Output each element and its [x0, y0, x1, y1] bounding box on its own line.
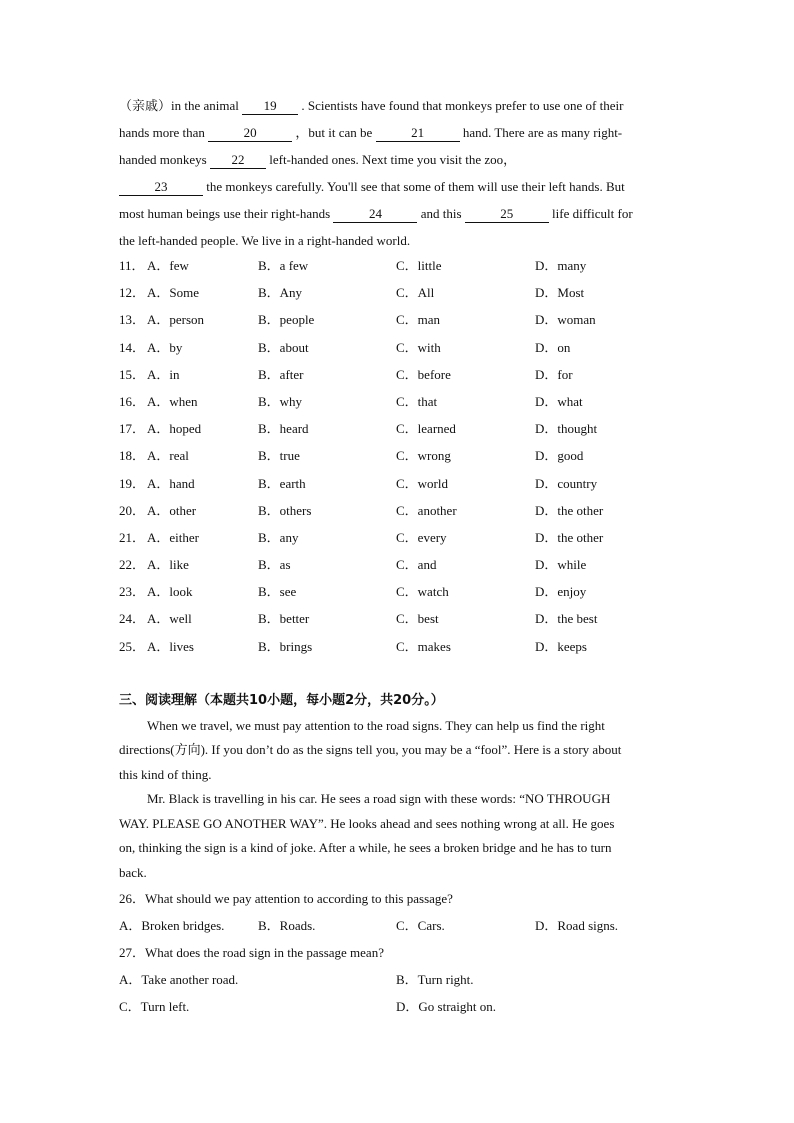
passage-text: most human beings use their right-hands [119, 206, 334, 221]
option-d: D．the best [535, 611, 598, 627]
option-a: A．in [147, 366, 180, 382]
option-a: A．Broken bridges. [119, 918, 225, 934]
option-c: C．and [396, 557, 437, 573]
question-number: 11． [119, 258, 145, 273]
option-d: D．country [535, 475, 598, 491]
passage-text: . Scientists have found that monkeys prefer to use one of their [298, 98, 624, 113]
passage-text: ，but it can be [292, 125, 376, 140]
passage-text: the monkeys carefully. You'll see that some of them will use their left hands. But [203, 179, 625, 194]
question-row [119, 308, 679, 335]
option-a: A．look [147, 584, 193, 600]
question-row [119, 281, 679, 308]
option-b: B．a few [258, 258, 309, 273]
option-b: B．as [258, 557, 291, 573]
question-number: 20． [119, 502, 146, 518]
blank-23: 23 [119, 180, 203, 196]
passage-text: （亲戚）in the animal [119, 98, 243, 113]
option-d: D．keeps [535, 638, 587, 654]
option-a: A．when [147, 393, 198, 409]
option-b: B．any [258, 529, 299, 545]
paragraph-line: directions(方向). If you don’t do as the signs tell you, you may be a “fool”. Here is a story about [119, 742, 622, 758]
option-a: A．Take another road. [119, 972, 239, 988]
question-number: 25． [119, 638, 146, 654]
option-d: D．what [535, 393, 583, 409]
option-b: B．brings [258, 638, 313, 654]
question-row [119, 553, 679, 580]
option-d: D．thought [535, 421, 598, 437]
question-row [119, 580, 679, 607]
question-row [119, 417, 679, 444]
passage-line-4 [119, 173, 679, 200]
option-c: C．makes [396, 638, 451, 654]
option-b: B．better [258, 611, 310, 627]
question-row [119, 336, 679, 363]
option-d: D．woman [535, 312, 596, 328]
option-d: D．the other [535, 529, 604, 545]
option-c: C．Cars. [396, 918, 445, 934]
option-d: D．while [535, 557, 587, 573]
passage-text: hand. There are as many right- [459, 125, 623, 140]
cloze-options [119, 254, 679, 662]
option-a: A．few [147, 258, 189, 273]
option-c: C．Turn left. [119, 999, 190, 1015]
blank-19: 19 [242, 99, 298, 115]
option-d: D．Most [535, 285, 585, 301]
option-c: C．every [396, 529, 447, 545]
question-number: 16． [119, 393, 146, 409]
option-a: A．either [147, 529, 199, 545]
option-c: C．watch [396, 584, 449, 600]
passage-line-6: the left-handed people. We live in a right-handed world. [119, 233, 411, 248]
option-a: A．by [147, 339, 183, 355]
option-c: C．best [396, 611, 439, 627]
option-c: C．little [396, 258, 442, 273]
passage-text: hands more than [119, 125, 209, 140]
passage-line-5 [119, 200, 679, 227]
question-26-stem: 26．What should we pay attention to according to this passage? [119, 891, 453, 907]
option-a: A．lives [147, 638, 194, 654]
option-b: B．Roads. [258, 918, 316, 934]
option-b: B．after [258, 366, 304, 382]
option-c: C．before [396, 366, 451, 382]
option-b: B．Turn right. [396, 972, 474, 988]
option-d: D．many [535, 258, 587, 273]
question-row [119, 254, 679, 281]
question-row [119, 607, 679, 634]
exam-page [119, 92, 679, 1020]
option-c: C．another [396, 502, 457, 518]
option-c: C．that [396, 393, 438, 409]
passage-text: handed monkeys [119, 152, 210, 167]
blank-21: 21 [376, 126, 460, 142]
option-d: D．the other [535, 502, 604, 518]
question-row [119, 635, 679, 662]
question-number: 23． [119, 584, 146, 600]
option-b: B．earth [258, 475, 306, 491]
option-c: C．All [396, 285, 435, 301]
question-number: 24． [119, 611, 146, 627]
option-c: C．man [396, 312, 441, 328]
question-row [119, 526, 679, 553]
option-d: D．for [535, 366, 573, 382]
passage-line-3 [119, 146, 679, 173]
question-row [119, 363, 679, 390]
paragraph-line: back. [119, 864, 147, 880]
question-27-options-ab [119, 966, 679, 993]
question-number: 18． [119, 448, 146, 464]
option-a: A．Some [147, 285, 200, 301]
question-number: 12． [119, 285, 146, 301]
option-b: B．why [258, 393, 303, 409]
question-number: 15． [119, 366, 146, 382]
option-b: B．heard [258, 421, 309, 437]
option-b: B．others [258, 502, 312, 518]
option-b: B．true [258, 448, 300, 464]
question-number: 19． [119, 475, 146, 491]
option-d: D．Road signs. [535, 918, 619, 934]
question-number: 21． [119, 529, 146, 545]
question-number: 17． [119, 421, 146, 437]
option-d: D．enjoy [535, 584, 587, 600]
blank-24: 24 [333, 207, 417, 223]
paragraph-line: When we travel, we must pay attention to the road signs. They can help us find the right [147, 717, 605, 733]
question-number: 22． [119, 557, 146, 573]
option-a: A．hoped [147, 421, 202, 437]
passage-line-2 [119, 119, 679, 146]
option-c: C．learned [396, 421, 456, 437]
section-title: 三、阅读理解（本题共10小题，每小题2分，共20分。） [119, 692, 444, 708]
question-27-stem: 27．What does the road sign in the passage mean? [119, 945, 384, 961]
question-row [119, 472, 679, 499]
option-a: A．like [147, 557, 189, 573]
blank-25: 25 [465, 207, 549, 223]
passage-line-1 [119, 92, 679, 119]
paragraph-line: this kind of thing. [119, 766, 212, 782]
option-c: C．wrong [396, 448, 451, 464]
paragraph-line: Mr. Black is travelling in his car. He sees a road sign with these words: “NO THROUGH [147, 791, 611, 807]
option-b: B．about [258, 339, 309, 355]
question-row [119, 499, 679, 526]
option-d: D．on [535, 339, 571, 355]
option-a: A．well [147, 611, 192, 627]
passage-text: left-handed ones. Next time you visit the zoo， [265, 152, 517, 167]
option-a: A．hand [147, 475, 195, 491]
passage-text: and this [417, 206, 465, 221]
question-row [119, 444, 679, 471]
question-row [119, 390, 679, 417]
option-a: A．other [147, 502, 197, 518]
option-c: C．world [396, 475, 449, 491]
option-d: D．good [535, 448, 584, 464]
paragraph-line: WAY. PLEASE GO ANOTHER WAY”. He looks ahead and sees nothing wrong at all. He goes [119, 815, 615, 831]
question-number: 14． [119, 339, 146, 355]
option-c: C．with [396, 339, 441, 355]
paragraph-line: on, thinking the sign is a kind of joke. After a while, he sees a broken bridge and he has to turn [119, 840, 612, 856]
option-a: A．real [147, 448, 189, 464]
blank-22: 22 [210, 153, 266, 169]
question-27-options-cd [119, 993, 679, 1020]
option-b: B．people [258, 312, 315, 328]
question-26-options [119, 912, 679, 939]
option-a: A．person [147, 312, 205, 328]
blank-20: 20 [208, 126, 292, 142]
option-b: B．see [258, 584, 297, 600]
option-b: B．Any [258, 285, 303, 301]
passage-text: life difficult for [548, 206, 633, 221]
option-d: D．Go straight on. [396, 999, 497, 1015]
question-number: 13． [119, 312, 146, 328]
